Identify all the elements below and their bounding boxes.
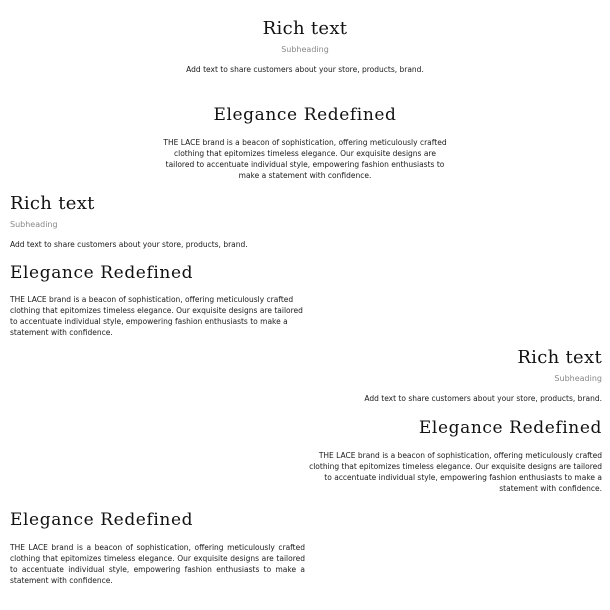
subheading: Subheading	[554, 374, 602, 383]
elegance-body-text: THE LACE brand is a beacon of sophistication, offering meticulously crafted clothing that epitomizes timeless elegance. Our exquisite designs are tailored to accentuate individual style, empowering fashion enthusiasts to make a statement with confidence.	[163, 138, 447, 180]
subheading: Subheading	[10, 220, 58, 229]
subheading: Subheading	[281, 45, 329, 54]
rich-text-heading: Rich text	[517, 347, 602, 368]
elegance-heading: Elegance Redefined	[418, 418, 602, 438]
elegance-body-text: THE LACE brand is a beacon of sophistication, offering meticulously crafted clothing that epitomizes timeless elegance. Our exquisite designs are tailored to accentuate individual style, empowering fashion enthusiasts to make a statement with confidence.	[10, 543, 305, 585]
rich-text-description: Add text to share customers about your store, products, brand.	[364, 394, 602, 403]
elegance-body-text: THE LACE brand is a beacon of sophistication, offering meticulously crafted clothing that epitomizes timeless elegance. Our exquisite designs are tailored to accentuate individual style, empowering fashion enthusiasts to make a statement with confidence.	[10, 295, 303, 337]
rich-text-heading: Rich text	[10, 193, 95, 214]
rich-text-description: Add text to share customers about your store, products, brand.	[186, 65, 424, 74]
elegance-body-text: THE LACE brand is a beacon of sophistication, offering meticulously crafted clothing that epitomizes timeless elegance. Our exquisite designs are tailored to accentuate individual style, empowering fashion enthusiasts to make a statement with confidence.	[309, 451, 602, 493]
elegance-heading: Elegance Redefined	[10, 263, 194, 283]
rich-text-description: Add text to share customers about your store, products, brand.	[10, 240, 248, 249]
elegance-heading: Elegance Redefined	[10, 510, 194, 530]
elegance-heading: Elegance Redefined	[213, 105, 397, 125]
rich-text-heading: Rich text	[262, 18, 348, 39]
